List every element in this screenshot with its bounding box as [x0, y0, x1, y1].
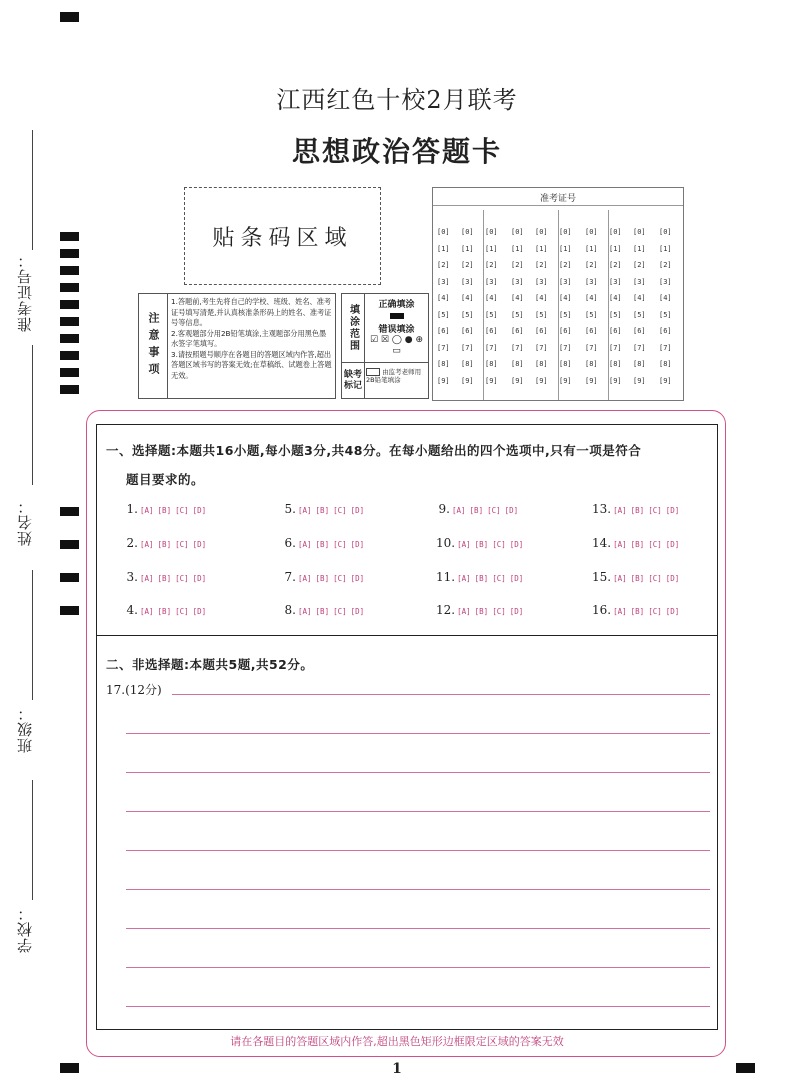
mcq-question-number: 1.	[126, 502, 138, 516]
mcq-option-bubble[interactable]: [B]	[469, 506, 484, 515]
sidebar-label-school: 学校：	[16, 905, 34, 953]
id-digit-bubble[interactable]: [9]	[535, 376, 548, 385]
id-digit-bubble[interactable]: [8]	[609, 360, 622, 368]
barcode-label: 贴条码区域	[212, 225, 353, 251]
mcq-option-bubble[interactable]: [A]	[298, 574, 312, 583]
id-digit-bubble[interactable]: [1]	[437, 244, 450, 253]
mcq-question	[124, 570, 210, 584]
timing-mark	[60, 351, 79, 360]
mcq-option-bubble[interactable]: [C]	[648, 574, 662, 583]
mcq-option-bubble[interactable]: [C]	[487, 506, 501, 515]
id-digit-bubble[interactable]: [2]	[535, 261, 548, 269]
id-digit-bubble[interactable]: [9]	[633, 376, 646, 385]
candidate-id-grid	[432, 187, 684, 401]
answer-line[interactable]	[126, 850, 710, 851]
timing-mark	[60, 283, 79, 292]
q17-label: 17.(12分)	[106, 683, 162, 697]
mcq-question	[124, 536, 210, 550]
id-digit-bubble[interactable]: [5]	[659, 310, 672, 319]
id-digit-bubble[interactable]: [4]	[437, 294, 450, 302]
mcq-option-bubble[interactable]: [D]	[665, 506, 680, 515]
section1-heading: 一、选择题:本题共16小题,每小题3分,共48分。在每小题给出的四个选项中,只有一项是符合	[106, 443, 642, 458]
timing-mark	[60, 249, 79, 258]
id-digit-bubble[interactable]: [5]	[461, 310, 474, 319]
id-digit-bubble[interactable]: [9]	[511, 376, 524, 385]
id-digit-bubble[interactable]: [3]	[633, 277, 646, 286]
mcq-option-bubble[interactable]: [D]	[192, 607, 207, 616]
mcq-question	[436, 502, 522, 516]
sidebar-label-id: 准考证号：	[16, 252, 34, 332]
wrong-fill-label: 错误填涂	[378, 325, 415, 335]
mcq-question	[282, 536, 368, 550]
id-digit-bubble[interactable]: [5]	[485, 310, 498, 319]
id-digit-bubble[interactable]: [4]	[659, 294, 672, 302]
mcq-question-number: 14.	[592, 536, 612, 550]
id-digit-bubble[interactable]: [6]	[609, 327, 622, 335]
id-digit-bubble[interactable]: [4]	[609, 294, 622, 302]
id-digit-bubble[interactable]: [1]	[609, 244, 622, 253]
mcq-question-number: 5.	[284, 502, 296, 516]
id-digit-bubble[interactable]: [3]	[585, 277, 598, 286]
section1-heading-cont: 题目要求的。	[126, 472, 205, 487]
answer-line[interactable]	[126, 967, 710, 968]
mcq-option-bubble[interactable]: [A]	[613, 607, 627, 616]
id-digit-bubble[interactable]: [4]	[559, 294, 572, 302]
mcq-question-number: 2.	[126, 536, 138, 550]
id-digit-bubble[interactable]: [5]	[511, 310, 524, 319]
section2-heading: 二、非选择题:本题共5题,共52分。	[106, 657, 314, 672]
mcq-option-bubble[interactable]: [D]	[665, 540, 680, 549]
id-digit-bubble[interactable]: [3]	[659, 277, 672, 286]
id-digit-bubble[interactable]: [8]	[659, 360, 672, 368]
id-digit-bubble[interactable]: [2]	[437, 261, 450, 269]
mcq-option-bubble[interactable]: [D]	[509, 607, 524, 616]
mcq-question	[436, 536, 527, 550]
mcq-option-bubble[interactable]: [C]	[333, 540, 347, 549]
mcq-option-bubble[interactable]: [C]	[648, 540, 662, 549]
mcq-question-number: 8.	[284, 603, 296, 617]
id-digit-bubble[interactable]: [7]	[461, 343, 474, 352]
mcq-question	[282, 570, 368, 584]
id-digit-bubble[interactable]: [6]	[659, 327, 672, 335]
id-digit-bubble[interactable]: [4]	[633, 294, 646, 302]
id-digit-bubble[interactable]: [8]	[461, 360, 474, 368]
answer-line[interactable]	[126, 889, 710, 890]
mcq-option-bubble[interactable]: [D]	[350, 607, 365, 616]
timing-mark	[60, 317, 79, 326]
sidebar-line-name	[32, 345, 33, 485]
id-digit-bubble[interactable]: [6]	[585, 327, 598, 335]
mcq-question	[436, 570, 527, 584]
mcq-option-bubble[interactable]: [A]	[298, 506, 312, 515]
mcq-option-bubble[interactable]: [B]	[157, 506, 172, 515]
mcq-option-bubble[interactable]: [D]	[192, 574, 207, 583]
fill-instructions-box	[341, 293, 429, 399]
sidebar-label-class: 班级：	[16, 705, 34, 753]
notes-box	[138, 293, 336, 399]
mcq-option-bubble[interactable]: [A]	[140, 607, 154, 616]
id-digit-bubble[interactable]: [0]	[633, 228, 646, 236]
id-digit-bubble[interactable]: [0]	[659, 228, 672, 236]
mcq-option-bubble[interactable]: [D]	[509, 540, 524, 549]
correct-fill-label: 正确填涂	[378, 300, 415, 310]
fill-body	[365, 294, 428, 363]
id-digit-bubble[interactable]: [7]	[511, 343, 524, 352]
mcq-option-bubble[interactable]: [C]	[492, 607, 506, 616]
id-group-divider	[558, 210, 559, 400]
mcq-option-bubble[interactable]: [D]	[504, 506, 519, 515]
id-digit-bubble[interactable]: [9]	[585, 376, 598, 385]
answer-line[interactable]	[172, 694, 710, 695]
id-digit-bubble[interactable]: [1]	[585, 244, 598, 253]
mcq-option-bubble[interactable]: [A]	[457, 540, 471, 549]
mcq-option-bubble[interactable]: [B]	[315, 574, 330, 583]
id-title-divider	[433, 205, 683, 206]
mcq-option-bubble[interactable]: [D]	[665, 574, 680, 583]
id-digit-bubble[interactable]: [3]	[437, 277, 450, 286]
id-digit-bubble[interactable]: [2]	[609, 261, 622, 269]
mcq-question	[592, 536, 683, 550]
mcq-option-bubble[interactable]: [D]	[350, 574, 365, 583]
id-digit-bubble[interactable]: [0]	[511, 228, 524, 236]
timing-mark	[60, 368, 79, 377]
id-digit-bubble[interactable]: [2]	[485, 261, 498, 269]
id-group-divider	[608, 210, 609, 400]
sidebar-line-school	[32, 780, 33, 900]
mcq-question	[592, 570, 683, 584]
sidebar-label-name: 姓名：	[16, 498, 34, 546]
wrong-fill-samples: ☑ ☒ ◯ ● ⊕ ▭	[369, 335, 424, 356]
mcq-option-bubble[interactable]: [D]	[192, 506, 207, 515]
id-digit-bubble[interactable]: [0]	[585, 228, 598, 236]
mcq-option-bubble[interactable]: [C]	[333, 574, 347, 583]
exam-title: 江西红色十校2月联考	[276, 86, 518, 114]
sidebar-line-class	[32, 570, 33, 700]
timing-mark	[60, 232, 79, 241]
id-digit-bubble[interactable]: [6]	[461, 327, 474, 335]
id-digit-bubble[interactable]: [3]	[511, 277, 524, 286]
timing-mark	[60, 266, 79, 275]
corner-mark-top-left	[60, 12, 79, 22]
mcq-option-bubble[interactable]: [A]	[613, 574, 627, 583]
answer-line[interactable]	[126, 772, 710, 773]
id-digit-bubble[interactable]: [6]	[535, 327, 548, 335]
notes-heading: 注意事项	[139, 294, 168, 398]
id-digit-bubble[interactable]: [4]	[485, 294, 498, 302]
notes-item: 2.客观题部分用2B铅笔填涂,主观题部分用黑色墨水签字笔填写。	[171, 328, 327, 348]
mcq-option-bubble[interactable]: [A]	[140, 574, 154, 583]
timing-mark	[60, 606, 79, 615]
id-digit-bubble[interactable]: [6]	[559, 327, 572, 335]
id-digit-bubble[interactable]: [9]	[659, 376, 672, 385]
mcq-option-bubble[interactable]: [D]	[350, 506, 365, 515]
id-digit-bubble[interactable]: [7]	[559, 343, 572, 352]
answer-line[interactable]	[126, 811, 710, 812]
mcq-question-number: 9.	[438, 502, 450, 516]
notes-body	[171, 297, 333, 381]
id-digit-bubble[interactable]: [1]	[633, 244, 646, 253]
mcq-question-number: 3.	[126, 570, 138, 584]
mcq-question-number: 12.	[436, 603, 456, 617]
id-digit-bubble[interactable]: [5]	[559, 310, 572, 319]
mcq-question	[592, 603, 683, 617]
mcq-option-bubble[interactable]: [B]	[474, 607, 489, 616]
mcq-question	[282, 603, 368, 617]
mcq-question	[282, 502, 368, 516]
id-digit-bubble[interactable]: [6]	[511, 327, 524, 335]
mcq-option-bubble[interactable]: [A]	[457, 607, 471, 616]
id-digit-bubble[interactable]: [5]	[633, 310, 646, 319]
id-digit-bubble[interactable]: [1]	[485, 244, 498, 253]
id-digit-bubble[interactable]: [3]	[535, 277, 548, 286]
mcq-question-number: 10.	[436, 536, 456, 550]
mcq-option-bubble[interactable]: [B]	[630, 540, 645, 549]
id-digit-bubble[interactable]: [3]	[609, 277, 622, 286]
mcq-option-bubble[interactable]: [B]	[157, 540, 172, 549]
id-digit-bubble[interactable]: [1]	[511, 244, 524, 253]
mcq-option-bubble[interactable]: [B]	[474, 540, 489, 549]
mcq-question	[124, 603, 210, 617]
notes-item: 3.请按照题号顺序在各题目的答题区域内作答,超出答题区域书写的答案无效;在草稿纸、试题卷上答题无效。	[171, 349, 332, 380]
mcq-question-number: 7.	[284, 570, 296, 584]
answer-line[interactable]	[126, 733, 710, 734]
id-digit-bubble[interactable]: [2]	[559, 261, 572, 269]
id-digit-bubble[interactable]: [3]	[485, 277, 498, 286]
id-digit-bubble[interactable]: [6]	[437, 327, 450, 335]
answer-line[interactable]	[126, 928, 710, 929]
timing-mark	[60, 507, 79, 516]
id-digit-bubble[interactable]: [2]	[585, 261, 598, 269]
timing-mark	[60, 300, 79, 309]
mcq-option-bubble[interactable]: [C]	[175, 540, 189, 549]
mcq-option-bubble[interactable]: [B]	[315, 540, 330, 549]
mcq-option-bubble[interactable]: [C]	[333, 607, 347, 616]
page-number: 1	[392, 1061, 402, 1077]
mcq-option-bubble[interactable]: [C]	[333, 506, 347, 515]
id-digit-bubble[interactable]: [8]	[633, 360, 646, 368]
mcq-option-bubble[interactable]: [A]	[613, 506, 627, 515]
id-digit-bubble[interactable]: [7]	[633, 343, 646, 352]
id-digit-bubble[interactable]: [0]	[461, 228, 474, 236]
timing-mark	[60, 385, 79, 394]
timing-mark	[60, 540, 79, 549]
missing-mark-label: 缺考标记	[342, 363, 365, 398]
mcq-question-number: 11.	[436, 570, 456, 584]
section-divider	[96, 635, 717, 636]
missing-mark-box[interactable]	[366, 368, 380, 376]
mcq-option-bubble[interactable]: [A]	[457, 574, 471, 583]
mcq-option-bubble[interactable]: [B]	[315, 607, 330, 616]
footer-notice: 请在各题目的答题区域内作答,超出黑色矩形边框限定区域的答案无效	[230, 1035, 564, 1048]
id-digit-bubble[interactable]: [9]	[437, 376, 450, 385]
mcq-option-bubble[interactable]: [A]	[298, 540, 312, 549]
id-digit-bubble[interactable]: [1]	[659, 244, 672, 253]
mcq-option-bubble[interactable]: [A]	[140, 540, 154, 549]
mcq-option-bubble[interactable]: [A]	[298, 607, 312, 616]
mcq-option-bubble[interactable]: [B]	[315, 506, 330, 515]
id-digit-bubble[interactable]: [4]	[461, 294, 474, 302]
id-digit-bubble[interactable]: [4]	[511, 294, 524, 302]
id-digit-bubble[interactable]: [9]	[461, 376, 474, 385]
mcq-option-bubble[interactable]: [B]	[630, 506, 645, 515]
id-digit-bubble[interactable]: [5]	[535, 310, 548, 319]
mcq-option-bubble[interactable]: [A]	[140, 506, 154, 515]
id-digit-bubble[interactable]: [2]	[633, 261, 646, 269]
mcq-question	[436, 603, 527, 617]
id-digit-bubble[interactable]: [9]	[559, 376, 572, 385]
mcq-option-bubble[interactable]: [D]	[192, 540, 207, 549]
id-digit-bubble[interactable]: [8]	[559, 360, 572, 368]
id-digit-bubble[interactable]: [1]	[559, 244, 572, 253]
mcq-question-number: 13.	[592, 502, 612, 516]
id-digit-bubble[interactable]: [7]	[659, 343, 672, 352]
id-digit-bubble[interactable]: [3]	[461, 277, 474, 286]
mcq-option-bubble[interactable]: [D]	[665, 607, 680, 616]
mcq-question-number: 6.	[284, 536, 296, 550]
answer-line[interactable]	[126, 1006, 710, 1007]
barcode-area	[184, 187, 381, 285]
mcq-question	[124, 502, 210, 516]
id-digit-bubble[interactable]: [2]	[461, 261, 474, 269]
id-digit-bubble[interactable]: [8]	[485, 360, 498, 368]
id-digit-bubble[interactable]: [0]	[609, 228, 622, 236]
mcq-option-bubble[interactable]: [D]	[509, 574, 524, 583]
mcq-option-bubble[interactable]: [C]	[648, 607, 662, 616]
id-digit-bubble[interactable]: [5]	[609, 310, 622, 319]
correct-fill-sample	[390, 313, 404, 319]
id-digit-bubble[interactable]: [7]	[437, 343, 450, 352]
mcq-option-bubble[interactable]: [A]	[452, 506, 466, 515]
id-group-divider	[483, 210, 484, 400]
mcq-question	[592, 502, 683, 516]
id-digit-bubble[interactable]: [7]	[585, 343, 598, 352]
mcq-option-bubble[interactable]: [D]	[350, 540, 365, 549]
id-digit-bubble[interactable]: [0]	[535, 228, 548, 236]
mcq-option-bubble[interactable]: [B]	[474, 574, 489, 583]
mcq-option-bubble[interactable]: [C]	[492, 574, 506, 583]
id-digit-bubble[interactable]: [0]	[559, 228, 572, 236]
mcq-option-bubble[interactable]: [B]	[630, 574, 645, 583]
id-digit-bubble[interactable]: [8]	[437, 360, 450, 368]
id-digit-bubble[interactable]: [1]	[461, 244, 474, 253]
id-digit-bubble[interactable]: [5]	[585, 310, 598, 319]
id-digit-bubble[interactable]: [1]	[535, 244, 548, 253]
timing-mark	[60, 334, 79, 343]
notes-item: 1.答题前,考生先将自己的学校、班级、姓名、准考证号填写清楚,并认真核准条形码上的姓名、准考证号等信息。	[171, 297, 332, 327]
id-digit-bubble[interactable]: [9]	[485, 376, 498, 385]
mcq-option-bubble[interactable]: [C]	[492, 540, 506, 549]
mcq-option-bubble[interactable]: [B]	[157, 574, 172, 583]
id-digit-bubble[interactable]: [3]	[559, 277, 572, 286]
mcq-option-bubble[interactable]: [C]	[648, 506, 662, 515]
id-digit-bubble[interactable]: [8]	[535, 360, 548, 368]
id-digit-bubble[interactable]: [4]	[535, 294, 548, 302]
missing-mark-note: 由监考老师用2B铅笔填涂	[366, 368, 422, 384]
id-digit-bubble[interactable]: [8]	[585, 360, 598, 368]
id-digit-bubble[interactable]: [9]	[609, 376, 622, 385]
id-digit-bubble[interactable]: [0]	[485, 228, 498, 236]
mcq-option-bubble[interactable]: [C]	[175, 607, 189, 616]
candidate-id-title: 准考证号	[539, 194, 576, 204]
id-digit-bubble[interactable]: [6]	[485, 327, 498, 335]
mcq-question-number: 16.	[592, 603, 612, 617]
mcq-option-bubble[interactable]: [B]	[157, 607, 172, 616]
id-digit-bubble[interactable]: [7]	[485, 343, 498, 352]
mcq-question-number: 4.	[126, 603, 138, 617]
id-digit-bubble[interactable]: [7]	[535, 343, 548, 352]
id-digit-bubble[interactable]: [6]	[633, 327, 646, 335]
id-digit-bubble[interactable]: [5]	[437, 310, 450, 319]
mcq-option-bubble[interactable]: [A]	[613, 540, 627, 549]
mcq-question-number: 15.	[592, 570, 612, 584]
fill-heading: 填涂范围	[342, 294, 365, 363]
id-digit-bubble[interactable]: [7]	[609, 343, 622, 352]
id-digit-bubble[interactable]: [0]	[437, 228, 450, 236]
mcq-option-bubble[interactable]: [C]	[175, 574, 189, 583]
mcq-option-bubble[interactable]: [B]	[630, 607, 645, 616]
card-title: 思想政治答题卡	[291, 135, 502, 168]
id-digit-bubble[interactable]: [8]	[511, 360, 524, 368]
mcq-option-bubble[interactable]: [C]	[175, 506, 189, 515]
timing-mark	[60, 573, 79, 582]
id-digit-bubble[interactable]: [2]	[511, 261, 524, 269]
id-digit-bubble[interactable]: [2]	[659, 261, 672, 269]
id-digit-bubble[interactable]: [4]	[585, 294, 598, 302]
